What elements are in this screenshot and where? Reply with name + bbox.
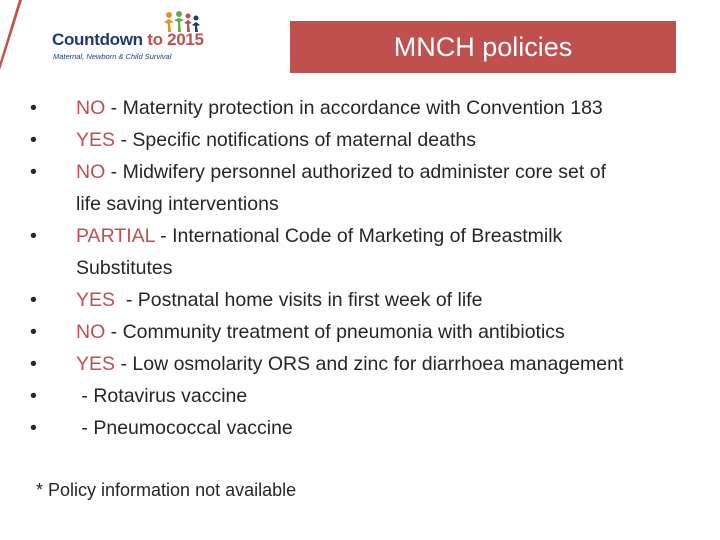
list-item bbox=[30, 348, 710, 380]
separator: - bbox=[115, 353, 133, 375]
figure-head-green bbox=[176, 11, 182, 17]
figure-head-red bbox=[186, 14, 191, 19]
corner-accent-inner bbox=[0, 0, 19, 62]
policy-status: YES bbox=[76, 289, 116, 311]
logo-name-part2: to 2015 bbox=[147, 30, 204, 49]
bullet-dot: • bbox=[30, 161, 37, 183]
footnote: * Policy information not available bbox=[36, 480, 297, 500]
policy-status: NO bbox=[76, 321, 106, 343]
policy-status: YES bbox=[76, 129, 116, 151]
list-item bbox=[30, 156, 710, 220]
logo-name-part1: Countdown bbox=[52, 30, 148, 49]
policy-status: PARTIAL bbox=[76, 225, 155, 247]
separator: - bbox=[154, 225, 173, 247]
policy-list bbox=[30, 92, 710, 444]
list-item bbox=[30, 412, 710, 444]
list-item bbox=[30, 220, 710, 284]
bullet-dot: • bbox=[30, 225, 37, 247]
bullet-dot: • bbox=[30, 321, 37, 343]
separator: - bbox=[115, 129, 133, 151]
separator: - bbox=[105, 321, 123, 343]
bullet-dot: • bbox=[30, 385, 37, 407]
policy-text: Community treatment of pneumonia with antibiotics bbox=[122, 321, 565, 343]
figure-head-orange bbox=[166, 12, 172, 18]
separator: - bbox=[76, 417, 94, 439]
separator: - bbox=[76, 385, 94, 407]
policy-text: Specific notifications of maternal deaths bbox=[132, 129, 476, 151]
logo-tagline: Maternal, Newborn & Child Survival bbox=[53, 52, 172, 61]
policy-text: Pneumococcal vaccine bbox=[93, 417, 293, 439]
policy-text: Midwifery personnel authorized to administer core set of bbox=[122, 161, 606, 183]
list-item bbox=[30, 124, 710, 156]
list-item bbox=[30, 380, 710, 412]
policy-status: YES bbox=[76, 353, 116, 375]
policy-status: NO bbox=[76, 161, 106, 183]
separator: - bbox=[105, 161, 123, 183]
bullet-dot: • bbox=[30, 129, 37, 151]
policy-text: Maternity protection in accordance with Convention 183 bbox=[122, 97, 603, 119]
list-item bbox=[30, 284, 710, 316]
list-item bbox=[30, 316, 710, 348]
policy-text: Rotavirus vaccine bbox=[93, 385, 248, 407]
policy-status: NO bbox=[76, 97, 106, 119]
bullet-dot: • bbox=[30, 353, 37, 375]
separator: - bbox=[115, 289, 138, 311]
separator: - bbox=[105, 97, 123, 119]
policy-text: Low osmolarity ORS and zinc for diarrhoea management bbox=[132, 353, 624, 375]
policy-text: Postnatal home visits in first week of life bbox=[137, 289, 483, 311]
bullet-dot: • bbox=[30, 289, 37, 311]
page-title: MNCH policies bbox=[393, 32, 573, 62]
bullet-dot: • bbox=[30, 417, 37, 439]
policy-text-continued: Substitutes bbox=[76, 257, 173, 279]
bullet-dot: • bbox=[30, 97, 37, 119]
list-item bbox=[30, 92, 710, 124]
countdown-logo bbox=[52, 10, 212, 66]
figure-head-blue bbox=[194, 16, 199, 21]
logo-wordmark bbox=[52, 30, 204, 50]
policy-text: International Code of Marketing of Breastmilk bbox=[172, 225, 563, 247]
policy-text-continued: life saving interventions bbox=[76, 193, 279, 215]
